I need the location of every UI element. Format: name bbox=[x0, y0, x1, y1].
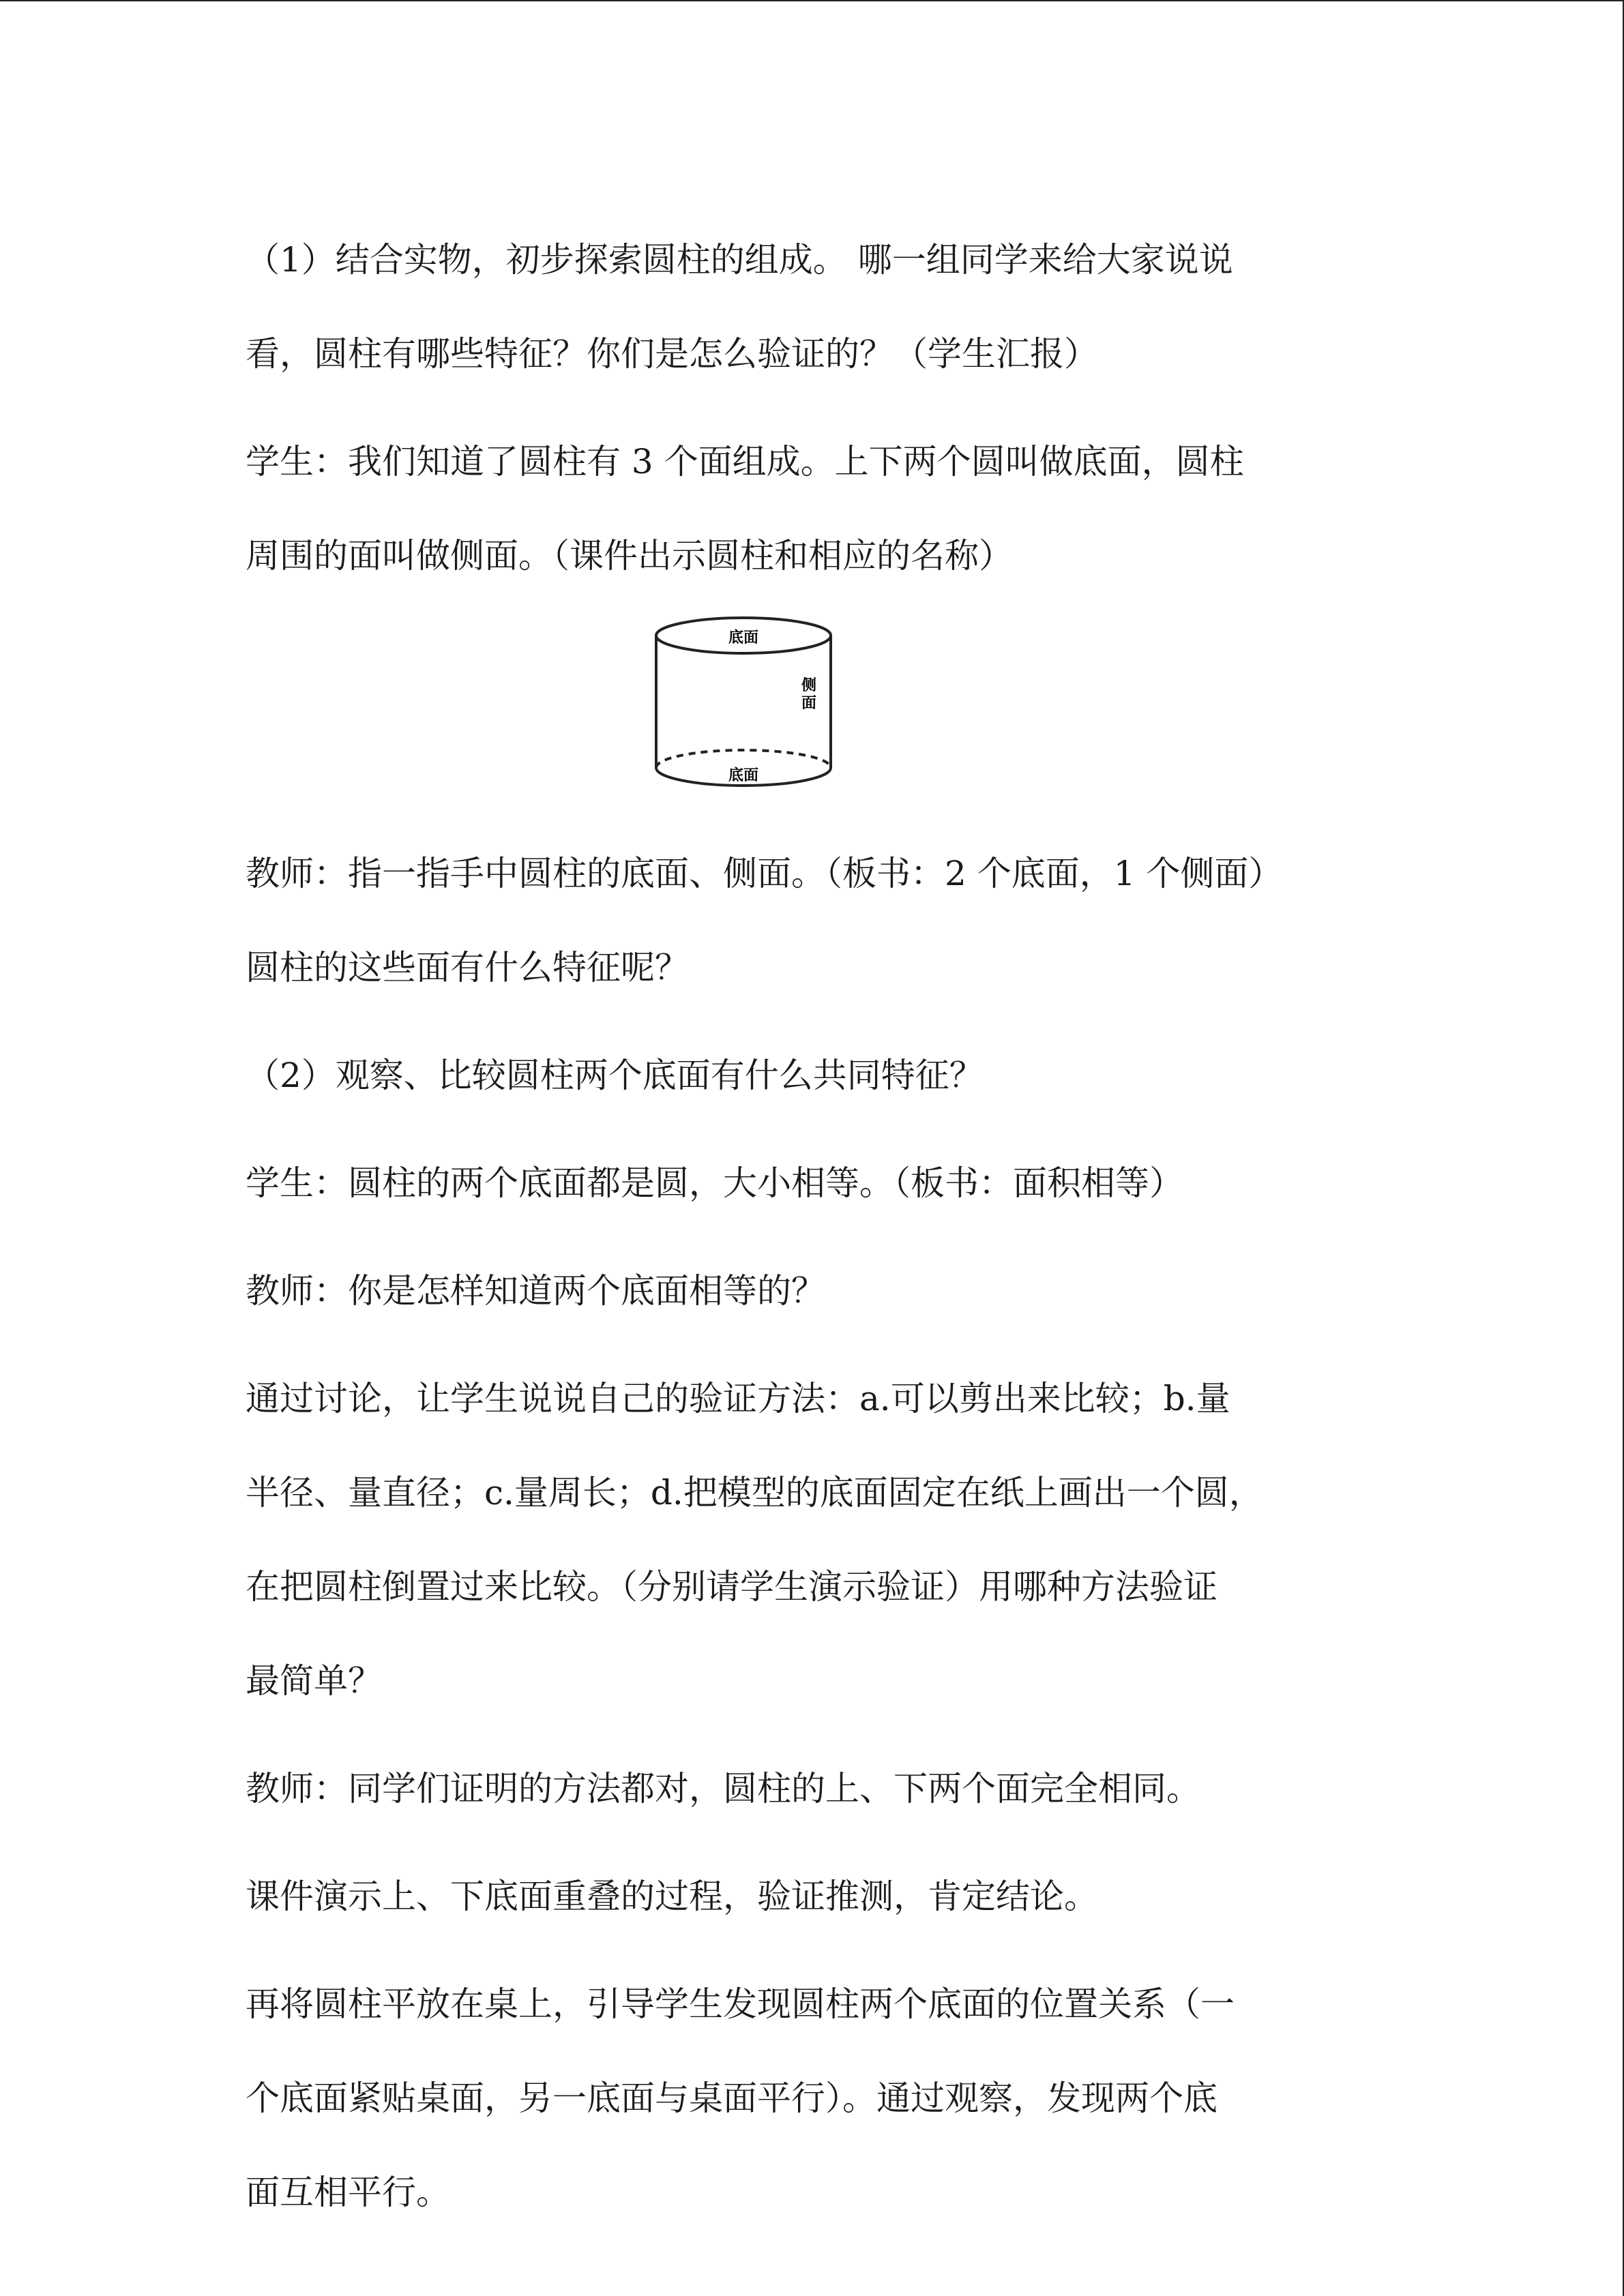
side-label-1: 侧 bbox=[801, 677, 817, 694]
paragraph-line: （1）结合实物，初步探索圆柱的组成。 哪一组同学来给大家说说 bbox=[246, 240, 1233, 280]
cylinder-figure bbox=[246, 610, 1405, 814]
paragraph-line: 教师：同学们证明的方法都对，圆柱的上、下两个面完全相同。 bbox=[246, 1769, 1200, 1808]
document-body bbox=[246, 213, 1405, 2239]
paragraph-line: 再将圆柱平放在桌上，引导学生发现圆柱两个底面的位置关系（一 bbox=[246, 1984, 1235, 2024]
paragraph-line: 最简单？ bbox=[246, 1661, 382, 1701]
paragraph-line: 教师：指一指手中圆柱的底面、侧面。（板书：2 个底面，1 个侧面） bbox=[246, 854, 1283, 893]
paragraph-line: 圆柱的这些面有什么特征呢？ bbox=[246, 948, 689, 987]
bottom-base-label: 底面 bbox=[728, 767, 759, 784]
side-label-2: 面 bbox=[801, 695, 817, 712]
paragraph-line: 半径、量直径；c.量周长；d.把模型的底面固定在纸上画出一个圆， bbox=[246, 1473, 1263, 1512]
paragraph-line: 教师：你是怎样知道两个底面相等的？ bbox=[246, 1271, 825, 1311]
paragraph-line: 课件演示上、下底面重叠的过程，验证推测，肯定结论。 bbox=[246, 1877, 1098, 1916]
paragraph-line: 学生：圆柱的两个底面都是圆，大小相等。（板书：面积相等） bbox=[246, 1163, 1183, 1203]
paragraph-line: 个底面紧贴桌面，另一底面与桌面平行）。通过观察，发现两个底 bbox=[246, 2078, 1217, 2118]
paragraph-line: 学生：我们知道了圆柱有 3 个面组成。上下两个圆叫做底面，圆柱 bbox=[246, 442, 1244, 481]
bottom-base-back-arc bbox=[656, 750, 831, 768]
paragraph-line: 在把圆柱倒置过来比较。（分别请学生演示验证）用哪种方法验证 bbox=[246, 1567, 1217, 1607]
cylinder-diagram bbox=[648, 610, 839, 807]
paragraph-line: 面互相平行。 bbox=[246, 2173, 450, 2212]
paragraph-line: 看，圆柱有哪些特征？你们是怎么验证的？（学生汇报） bbox=[246, 334, 1098, 374]
paragraph-line: （2）观察、比较圆柱两个底面有什么共同特征？ bbox=[246, 1056, 984, 1095]
top-base-label: 底面 bbox=[728, 629, 759, 646]
paragraph-line: 周围的面叫做侧面。（课件出示圆柱和相应的名称） bbox=[246, 536, 1013, 576]
paragraph-line: 通过讨论，让学生说说自己的验证方法：a.可以剪出来比较；b.量 bbox=[246, 1379, 1230, 1418]
